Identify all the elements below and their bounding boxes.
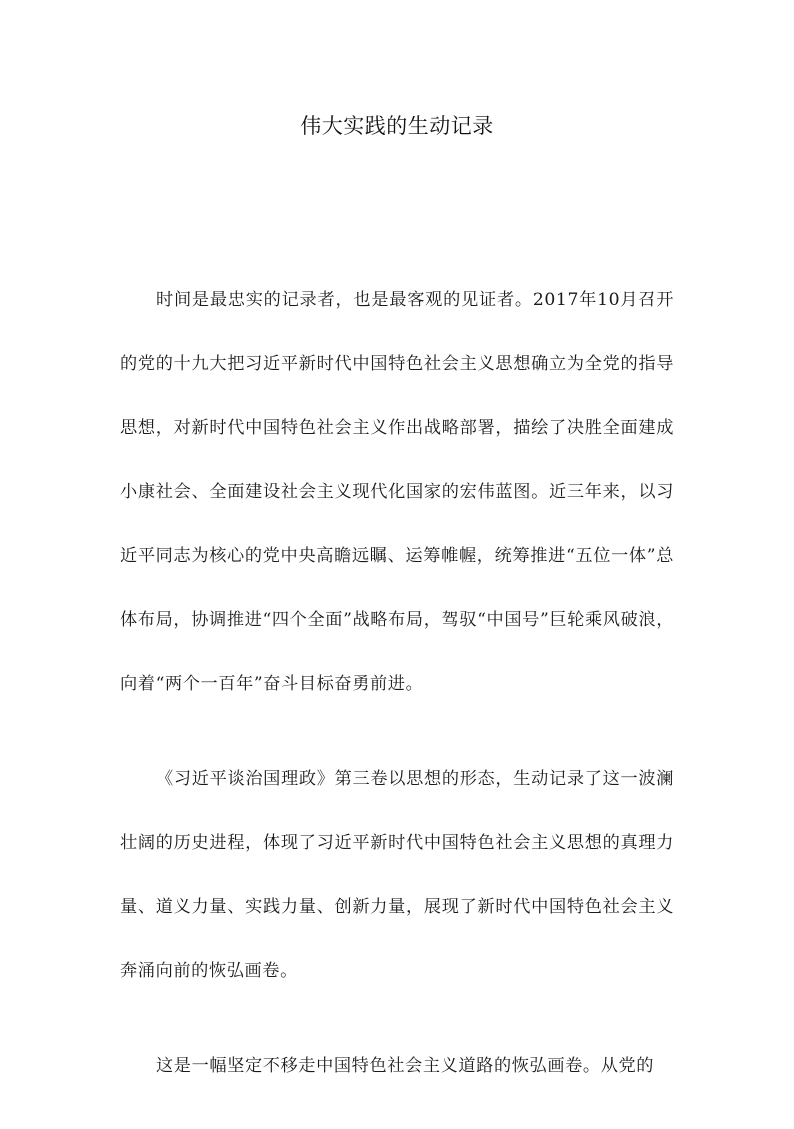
paragraph-2: 《习近平谈治国理政》第三卷以思想的形态，生动记录了这一波澜壮阔的历史进程，体现了习近平新时代中国特色社会主义思想的真理力量、道义力量、实践力量、创新力量，展现了新时代中国特色社会主义奔涌向前的恢弘画卷。	[120, 769, 674, 981]
paragraph-3: 这是一幅坚定不移走中国特色社会主义道路的恢弘画卷。从党的	[156, 1056, 655, 1076]
page-title: 伟大实践的生动记录	[300, 114, 494, 138]
document-body	[120, 268, 674, 1129]
paragraph-1: 时间是最忠实的记录者，也是最客观的见证者。2017年10月召开的党的十九大把习近平新时代中国特色社会主义思想确立为全党的指导思想，对新时代中国特色社会主义作出战略部署，描绘了决胜全面建成小康社会、全面建设社会主义现代化国家的宏伟蓝图。近三年来，以习近平同志为核心的党中央高瞻远瞩、运筹帷幄，统筹推进“五位一体”总体布局，协调推进“四个全面”战略布局，驾驭“中国号”巨轮乘风破浪，向着“两个一百年”奋斗目标奋勇前进。	[120, 290, 674, 694]
